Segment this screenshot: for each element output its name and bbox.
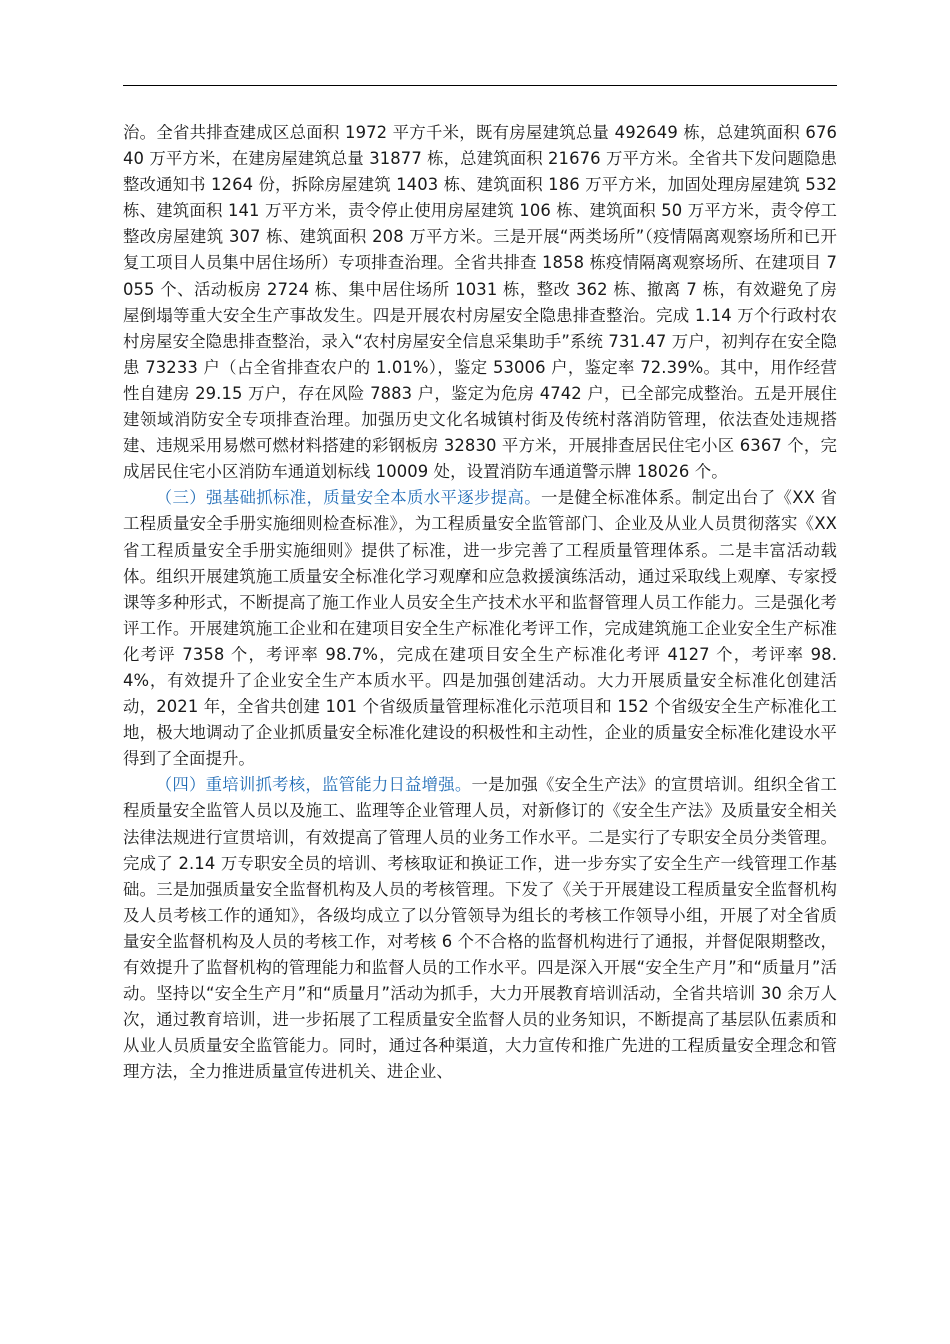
paragraph-continuation — [123, 120, 837, 485]
paragraph-text: 一是加强《安全生产法》的宣贯培训。组织全省工程质量安全监管人员以及施工、监理等企业管理人员，对新修订的《安全生产法》及质量安全相关法律法规进行宣贯培训，有效提高了管理人员的业务工作水平。二是实行了专职安全员分类管理。完成了 2.14 万专职安全员的培训、考核取证和换证工作，进一步夯实了安全生产一线管理工作基础。三是加强质量安全监督机构及人员的考核管理。下发了《关于开展建设工程质量安全监督机构及人员考核工作的通知》，各级均成立了以分管领导为组长的考核工作领导小组，开展了对全省质量安全监督机构及人员的考核工作，对考核 6 个不合格的监督机构进行了通报，并督促限期整改，有效提升了监督机构的管理能力和监督人员的工作水平。四是深入开展“安全生产月”和“质量月”活动。坚持以“安全生产月”和“质量月”活动为抓手，大力开展教育培训活动，全省共培训 30 余万人次，通过教育培训，进一步拓展了工程质量安全监督人员的业务知识，不断提高了基层队伍素质和从业人员质量安全监管能力。同时，通过各种渠道，大力宣传和推广先进的工程质量安全理念和管理方法，全力推进质量宣传进机关、进企业、 — [123, 775, 837, 1082]
header-rule — [123, 85, 837, 86]
document-body — [123, 120, 837, 1085]
paragraph-section-4 — [123, 772, 837, 1085]
paragraph-text: 治。全省共排查建成区总面积 1972 平方千米，既有房屋建筑总量 492649 栋，总建筑面积 67640 万平方米，在建房屋建筑总量 31877 栋，总建筑面积 21676 万平方米。全省共下发问题隐患整改通知书 1264 份，拆除房屋建筑 1403 栋、建筑面积 186 万平方米，加固处理房屋建筑 532 栋、建筑面积 141 万平方米，责令停止使用房屋建筑 106 栋、建筑面积 50 万平方米，责令停工整改房屋建筑 307 栋、建筑面积 208 万平方米。三是开展“两类场所”（疫情隔离观察场所和已开复工项目人员集中居住场所）专项排查治理。全省共排查 1858 栋疫情隔离观察场所、在建项目 7055 个、活动板房 2724 栋、集中居住场所 1031 栋，整改 362 栋、撤离 7 栋，有效避免了房屋倒塌等重大安全生产事故发生。四是开展农村房屋安全隐患排查整治。完成 1.14 万个行政村农村房屋安全隐患排查整治，录入“农村房屋安全信息采集助手”系统 731.47 万户，初判存在安全隐患 73233 户（占全省排查农户的 1.01%），鉴定 53006 户，鉴定率 72.39%。其中，用作经营性自建房 29.15 万户，存在风险 7883 户，鉴定为危房 4742 户，已全部完成整治。五是开展住建领域消防安全专项排查治理。加强历史文化名城镇村街及传统村落消防管理，依法查处违规搭建、违规采用易燃可燃材料搭建的彩钢板房 32830 平方米，开展排查居民住宅小区 6367 个，完成居民住宅小区消防车通道划标线 10009 处，设置消防车通道警示牌 18026 个。 — [123, 123, 837, 482]
paragraph-text: 一是健全标准体系。制定出台了《XX 省工程质量安全手册实施细则检查标准》，为工程质量安全监管部门、企业及从业人员贯彻落实《XX 省工程质量安全手册实施细则》提供了标准，进一步完善了工程质量管理体系。二是丰富活动载体。组织开展建筑施工质量安全标准化学习观摩和应急救援演练活动，通过采取线上观摩、专家授课等多种形式，不断提高了施工作业人员安全生产技术水平和监督管理人员工作能力。三是强化考评工作。开展建筑施工企业和在建项目安全生产标准化考评工作，完成建筑施工企业安全生产标准化考评 7358 个，考评率 98.7%，完成在建项目安全生产标准化考评 4127 个，考评率 98.4%，有效提升了企业安全生产本质水平。四是加强创建活动。大力开展质量安全标准化创建活动，2021 年，全省共创建 101 个省级质量管理标准化示范项目和 152 个省级安全生产标准化工地，极大地调动了企业抓质量安全标准化建设的积极性和主动性，企业的质量安全标准化建设水平得到了全面提升。 — [123, 488, 837, 769]
section-heading: （三）强基础抓标准，质量安全本质水平逐步提高。 — [155, 488, 542, 508]
paragraph-section-3 — [123, 485, 837, 772]
section-heading: （四）重培训抓考核，监管能力日益增强。 — [155, 775, 472, 795]
